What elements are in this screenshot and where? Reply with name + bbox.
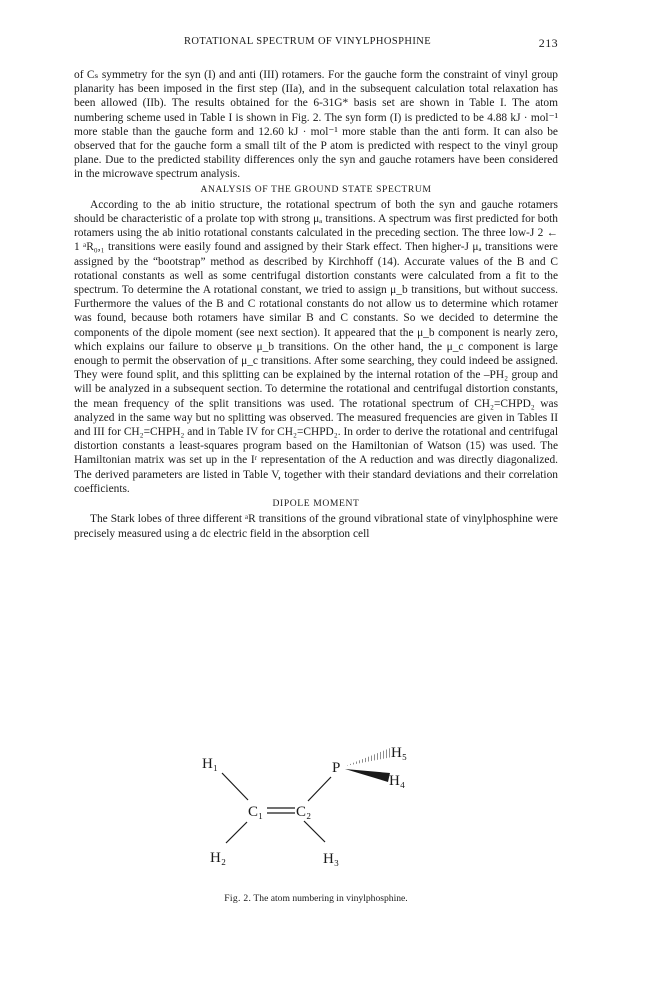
atom-c2: C₂ (296, 804, 312, 820)
bond-h1-c1 (222, 773, 248, 800)
paragraph-continuation: of Cₛ symmetry for the syn (I) and anti (III) rotamers. For the gauche form the constraint of vinyl group planarity has been imposed in the first step (IIa), and in the subsequent calculation total relaxation has been allowed (IIb). The results obtained for the 6-31G* basis set are shown in Table I. The atom numbering scheme used in Table I is shown in Fig. 2. The syn form (I) is predicted to be 4.88 kJ · mol⁻¹ more stable than the gauche form and 12.60 kJ · mol⁻¹ more stable than the anti form. It can also be observed that for the gauche form a small tilt of the P atom is predicted with respect to the vinyl group plane. Due to the predicted stability differences only the syn and gauche rotamers have been considered in the microwave spectrum analysis. (74, 69, 558, 181)
bond-c1-h2 (226, 822, 247, 843)
section-heading-ground-state: ANALYSIS OF THE GROUND STATE SPECTRUM (200, 183, 432, 195)
atom-h1: H₁ (202, 756, 219, 772)
atom-h4: H₄ (389, 773, 406, 789)
vinylphosphine-structure-figure (200, 735, 460, 885)
section-heading-dipole-moment: DIPOLE MOMENT (272, 498, 360, 510)
figure-caption (74, 893, 558, 904)
bond-c2-p (308, 777, 331, 801)
atom-h2: H₂ (210, 850, 227, 866)
solid-wedge-p-h4 (345, 769, 390, 782)
hashed-wedge-p-h5 (345, 748, 392, 766)
running-title: ROTATIONAL SPECTRUM OF VINYLPHOSPHINE (184, 36, 432, 47)
atom-c1: C₁ (248, 804, 264, 820)
paragraph-ground-state: According to the ab initio structure, the rotational spectrum of both the syn and gauche rotamers should be characteristic of a prolate top with strong μₐ transitions. A spectrum was first predicted for both rotamers using the ab initio rotational constants calculated in the preceding section. The three low-J 2 ← 1 ᵃR₀,₁ transitions were easily found and assigned by their Stark effect. Then higher-J μₐ transitions were assigned by the “bootstrap” method as described by Kirchhoff (14). Accurate values of the B and C rotational constants as well as some centrifugal distortion constants were calculated from a fit to the spectrum. To determine the A rotational constant, we tried to assign μ_b transitions, but without success. Furthermore the values of the B and C rotational constants do not allow us to determine which rotamer was found, because both rotamers have similar B and C constants. So we decided to determine the components of the dipole moment (see next section). It appeared that the μ_b component is nearly zero, which explains our failure to observe μ_b transitions. On the other hand, the μ_c component is large enough to permit the observation of μ_c transitions. After some searching, they could indeed be assigned. They were found split, and this splitting can be explained by the internal rotation of the –PH₂ group and will be analyzed in a subsequent section. To determine the rotational and centrifugal distortion constants, the mean frequency of the split transitions was used. The rotational spectrum of CH₂=CHPD₂ was analyzed in the same way but no splitting was observed. The measured frequencies are given in Tables II and III for CH₂=CHPH₂ and in Table IV for CH₂=CHPD₂. In order to derive the rotational and centrifugal distortion constants a least-squares program based on the Hamiltonian of Watson (15) was used. The Hamiltonian matrix was set up in the Iʳ representation of the A reduction and was directly diagonalized. The derived parameters are listed in Table V, together with their standard deviations and their correlation coefficients. (74, 198, 558, 495)
body-text (74, 68, 558, 541)
page-number: 213 (538, 36, 558, 50)
figure-caption-text: The atom numbering in vinylphosphine. (253, 893, 408, 904)
atom-p: P (332, 760, 341, 776)
paragraph-dipole-moment: The Stark lobes of three different ᵃR transitions of the ground vibrational state of vinylphosphine were precisely measured using a dc electric field in the absorption cell (74, 513, 558, 540)
atom-h5: H₅ (391, 745, 408, 761)
running-header (74, 36, 558, 52)
atom-h3: H₃ (323, 851, 340, 867)
bond-c2-h3 (304, 821, 325, 842)
figure-caption-label: Fig. 2. (224, 893, 252, 904)
